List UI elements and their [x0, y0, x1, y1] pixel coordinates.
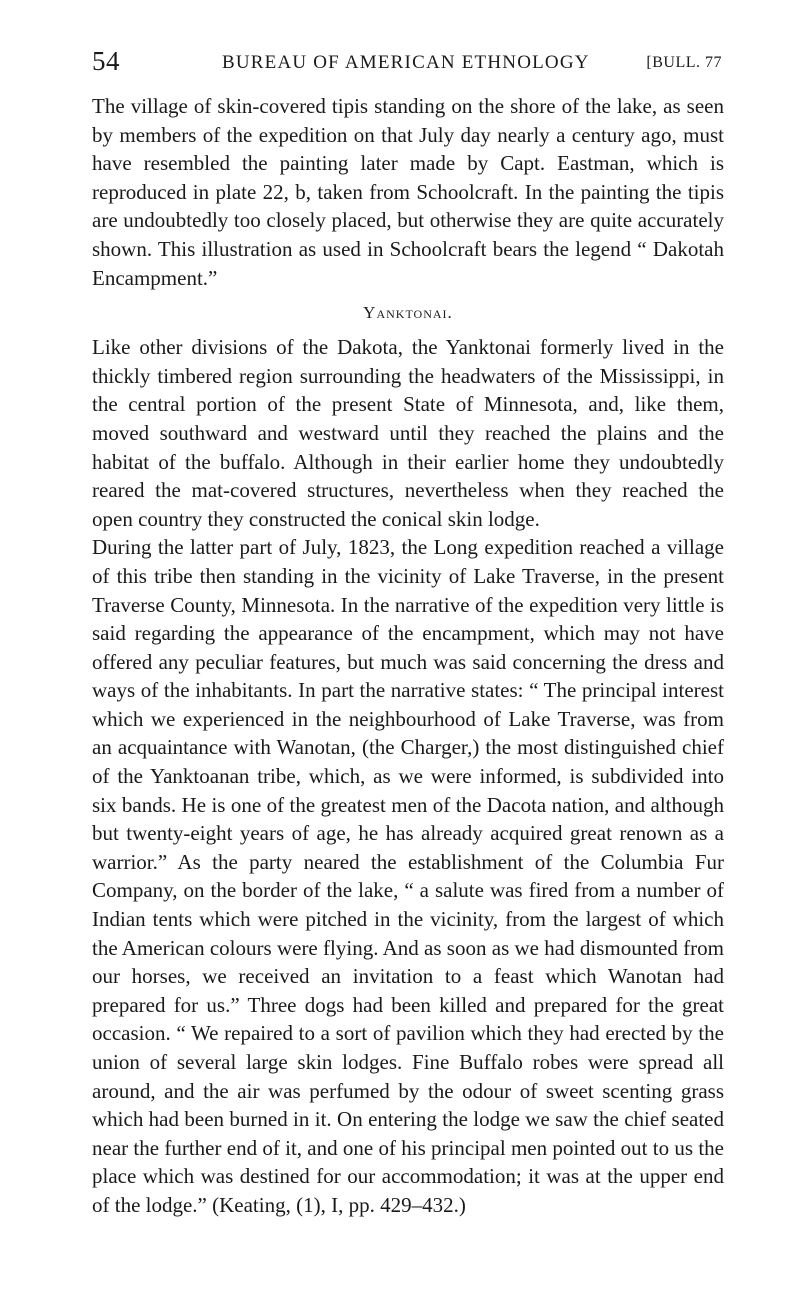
journal-title: BUREAU OF AMERICAN ETHNOLOGY: [222, 52, 590, 73]
section-heading-yanktonai: Yanktonai.: [363, 303, 453, 323]
paragraph-yanktonai-origins: Like other divisions of the Dakota, the Yanktonai formerly lived in the thickly timbered region surrounding the headwaters of the Mississippi, in the central portion of the present State of Minnesota, and, like them, moved southward and westward until they reached the plains and the habitat of the buffalo. Although in their earlier home they undoubtedly reared the mat-covered structures, nevertheless when they reached the open country they constructed the conical skin lodge.: [92, 335, 724, 531]
paragraph-long-expedition: During the latter part of July, 1823, the Long expedition reached a village of this tribe then standing in the vicinity of Lake Traverse, in the present Traverse County, Minnesota. In the narrative of the expedition very little is said regarding the appearance of the encampment, which may not have offered any peculiar features, but much was said concerning the dress and ways of the inhabitants. In part the narrative states: “ The principal interest which we experienced in the neighbourhood of Lake Traverse, was from an acquaintance with Wanotan, (the Charger,) the most distinguished chief of the Yanktoanan tribe, which, as we were informed, is subdivided into six bands. He is one of the greatest men of the Dacota nation, and although but twenty-eight years of age, he has already acquired great renown as a warrior.” As the party neared the establishment of the Columbia Fur Company, on the border of the lake, “ a salute was fired from a number of Indian tents which were pitched in the vicinity, from the largest of which the American colours were flying. And as soon as we had dismounted from our horses, we received an invitation to a feast which Wanotan had prepared for us.” Three dogs had been killed and prepared for the great occasion. “ We repaired to a sort of pavilion which they had erected by the union of several large skin lodges. Fine Buffalo robes were spread all around, and the air was perfumed by the odour of sweet scenting grass which had been burned in it. On entering the lodge we saw the chief seated near the further end of it, and one of his principal men pointed out to us the place which was destined for our accommodation; it was at the upper end of the lodge.” (Keating, (1), I, pp. 429–432.): [92, 535, 724, 1217]
running-header: [92, 44, 722, 80]
body-text: [92, 92, 724, 1220]
paragraph-dakotah-encampment: The village of skin-covered tipis standing on the shore of the lake, as seen by members of the expedition on that July day nearly a century ago, must have resembled the painting later made by Capt. Eastman, which is reproduced in plate 22, b, taken from Schoolcraft. In the painting the tipis are undoubtedly too closely placed, but otherwise they are quite accurately shown. This illustration as used in Schoolcraft bears the legend “ Dakotah Encampment.”: [92, 94, 724, 290]
bulletin-reference: [BULL. 77: [646, 54, 722, 71]
page-number: 54: [92, 46, 120, 76]
